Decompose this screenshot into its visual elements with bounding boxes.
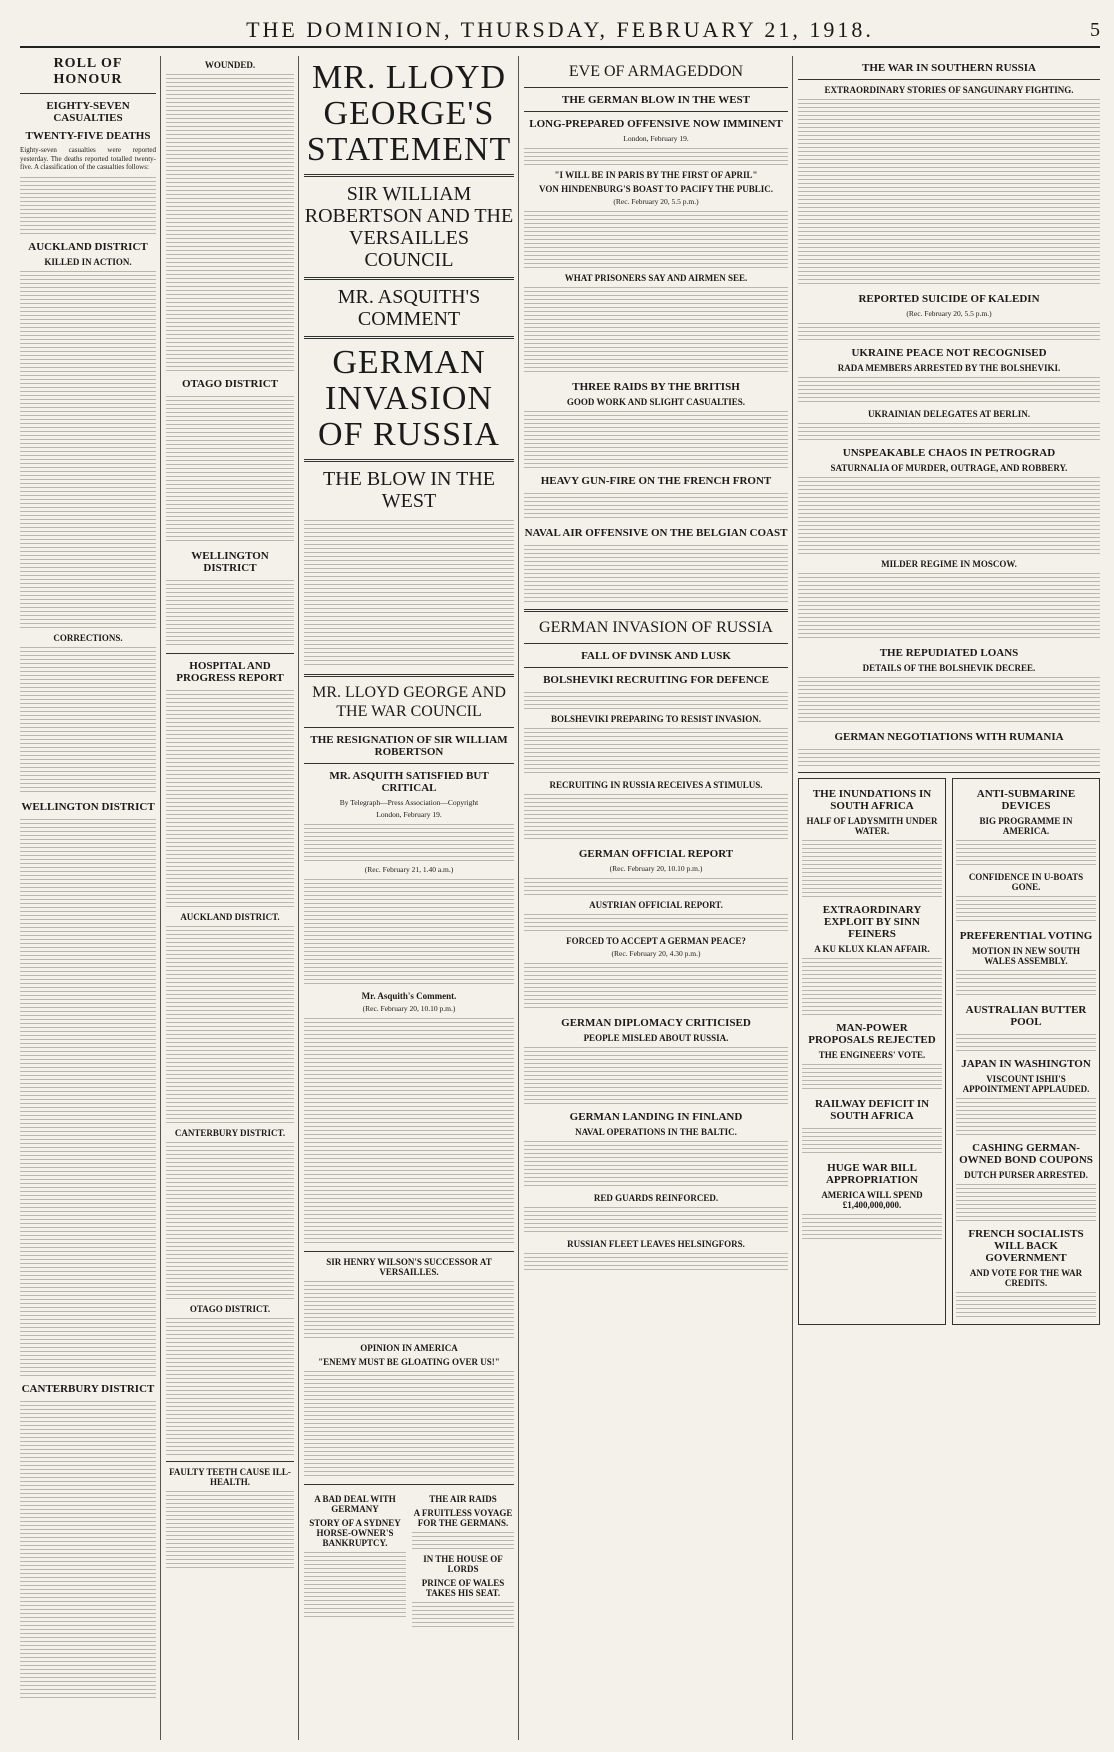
- headline-bad-deal: A BAD DEAL WITH GERMANY: [314, 1494, 396, 1514]
- headline-big-programme: BIG PROGRAMME IN AMERICA.: [979, 816, 1073, 836]
- headline-bolsheviki-recruiting: BOLSHEVIKI RECRUITING FOR DEFENCE: [543, 674, 769, 686]
- box-left: [798, 778, 946, 1325]
- story-air-raids: [412, 1490, 514, 1631]
- col2-wellington: WELLINGTON DISTRICT: [191, 550, 269, 574]
- headline-asquith-satisfied: MR. ASQUITH SATISFIED BUT CRITICAL: [329, 770, 489, 794]
- headline-baltic: NAVAL OPERATIONS IN THE BALTIC.: [575, 1127, 737, 1137]
- asquith-comment: Mr. Asquith's Comment.: [361, 991, 457, 1001]
- headline-paris-april: "I WILL BE IN PARIS BY THE FIRST OF APRIL": [554, 170, 758, 180]
- column-southern-russia: [798, 56, 1100, 1740]
- headline-inundations: THE INUNDATIONS IN SOUTH AFRICA: [812, 788, 932, 812]
- headline-fruitless: A FRUITLESS VOYAGE FOR THE GERMANS.: [413, 1508, 513, 1528]
- column-lloyd-george: [304, 56, 514, 1740]
- headline-ku-klux: A KU KLUX KLAN AFFAIR.: [814, 944, 930, 954]
- roll-sub2: TWENTY-FIVE DEATHS: [25, 130, 151, 142]
- headline-lloyd-george-statement: MR. LLOYD GEORGE'S STATEMENT: [306, 59, 512, 168]
- received-6: (Rec. February 20, 4.30 p.m.): [611, 949, 701, 958]
- headline-butter-pool: AUSTRALIAN BUTTER POOL: [965, 1004, 1087, 1028]
- bottom-stories: [304, 1490, 514, 1631]
- headline-finland: GERMAN LANDING IN FINLAND: [569, 1111, 743, 1123]
- column-casualties: [166, 56, 294, 1740]
- headline-german-invasion-russia: GERMAN INVASION OF RUSSIA: [539, 619, 773, 636]
- headline-prisoners: WHAT PRISONERS SAY AND AIRMEN SEE.: [564, 273, 748, 283]
- headline-naval-air: NAVAL AIR OFFENSIVE ON THE BELGIAN COAST: [524, 527, 788, 539]
- headline-robertson: SIR WILLIAM ROBERTSON AND THE VERSAILLES COUNCIL: [304, 183, 514, 271]
- received-7: (Rec. February 20, 5.5 p.m.): [906, 309, 992, 318]
- headline-french-socialists: FRENCH SOCIALISTS WILL BACK GOVERNMENT: [968, 1228, 1084, 1264]
- headline-dutch-purser: DUTCH PURSER ARRESTED.: [964, 1170, 1088, 1180]
- headline-decree: DETAILS OF THE BOLSHEVIK DECREE.: [862, 663, 1036, 673]
- roll-corrections: CORRECTIONS.: [53, 632, 123, 643]
- col2-otago: OTAGO DISTRICT: [181, 378, 279, 390]
- headline-sinn-feiners: EXTRAORDINARY EXPLOIT BY SINN FEINERS: [822, 904, 922, 940]
- headline-ishii: VISCOUNT ISHII'S APPOINTMENT APPLAUDED.: [962, 1074, 1090, 1094]
- headline-austrian: AUSTRIAN OFFICIAL REPORT.: [589, 900, 723, 910]
- roll-district-canterbury: CANTERBURY DISTRICT: [21, 1382, 155, 1395]
- column-armageddon: [524, 56, 788, 1740]
- headline-resignation: THE RESIGNATION OF SIR WILLIAM ROBERTSON: [310, 734, 508, 758]
- headline-forced: FORCED TO ACCEPT A GERMAN PEACE?: [566, 936, 746, 946]
- received-1: (Rec. February 21, 1.40 a.m.): [364, 865, 454, 874]
- col2-wounded: WOUNDED.: [204, 60, 256, 70]
- bottom-boxes: [798, 778, 1100, 1325]
- col2-auckland: AUCKLAND DISTRICT.: [180, 912, 280, 922]
- story-bad-deal: [304, 1490, 406, 1631]
- headline-horse-owner: STORY OF A SYDNEY HORSE-OWNER'S BANKRUPTCY.: [309, 1518, 401, 1548]
- received-2: (Rec. February 20, 10.10 p.m.): [362, 1004, 456, 1013]
- headline-nsw-motion: MOTION IN NEW SOUTH WALES ASSEMBLY.: [971, 946, 1081, 966]
- headline-japan: JAPAN IN WASHINGTON: [961, 1058, 1091, 1070]
- headline-moscow: MILDER REGIME IN MOSCOW.: [881, 559, 1017, 569]
- col2-otago-district: OTAGO DISTRICT.: [189, 1304, 271, 1314]
- headline-air-raids: THE AIR RAIDS: [429, 1494, 497, 1504]
- roll-intro: Eighty-seven casualties were reported yesterday. The deaths reported totalled twenty-five. A classification of the casualties follows:: [20, 146, 156, 171]
- headline-armageddon: EVE OF ARMAGEDDON: [568, 63, 744, 80]
- col2-teeth-heading: FAULTY TEETH CAUSE ILL-HEALTH.: [169, 1467, 291, 1487]
- headline-german-blow: THE GERMAN BLOW IN THE WEST: [562, 94, 750, 106]
- headline-red-guards: RED GUARDS REINFORCED.: [593, 1193, 719, 1203]
- headline-dvinsk: FALL OF DVINSK AND LUSK: [581, 650, 731, 662]
- headline-three-raids: THREE RAIDS BY THE BRITISH: [572, 381, 740, 393]
- headline-kaledin: REPORTED SUICIDE OF KALEDIN: [858, 293, 1040, 305]
- headline-anti-submarine: ANTI-SUBMARINE DEVICES: [976, 788, 1076, 812]
- headline-war-credits: AND VOTE FOR THE WAR CREDITS.: [969, 1268, 1083, 1288]
- roll-title: ROLL OF HONOUR: [53, 56, 123, 87]
- headline-misled: PEOPLE MISLED ABOUT RUSSIA.: [583, 1033, 729, 1043]
- headline-ukrainian-delegates: UKRAINIAN DELEGATES AT BERLIN.: [867, 409, 1031, 419]
- headline-u-boats: CONFIDENCE IN U-BOATS GONE.: [968, 872, 1084, 892]
- headline-german-report: GERMAN OFFICIAL REPORT: [578, 848, 734, 860]
- dateline-4: London, February 19.: [623, 134, 689, 143]
- headline-gloating: "ENEMY MUST BE GLOATING OVER US!": [318, 1357, 500, 1367]
- headline-diplomacy: GERMAN DIPLOMACY CRITICISED: [561, 1017, 751, 1029]
- column-roll-of-honour: [20, 56, 156, 1740]
- box-right: [952, 778, 1100, 1325]
- roll-killed: KILLED IN ACTION.: [44, 256, 132, 267]
- headline-war-council: MR. LLOYD GEORGE AND THE WAR COUNCIL: [312, 684, 506, 720]
- headline-sanguinary: EXTRAORDINARY STORIES OF SANGUINARY FIGHTING.: [824, 85, 1074, 95]
- roll-district-wellington: WELLINGTON DISTRICT: [21, 800, 155, 813]
- col2-canterbury: CANTERBURY DISTRICT.: [174, 1128, 286, 1138]
- roll-sub1: EIGHTY-SEVEN CASUALTIES: [46, 100, 130, 124]
- headline-hindenburg: VON HINDENBURG'S BOAST TO PACIFY THE PUBLIC.: [539, 184, 773, 194]
- roll-district-auckland: AUCKLAND DISTRICT: [28, 240, 148, 253]
- headline-chaos: UNSPEAKABLE CHAOS IN PETROGRAD: [842, 447, 1056, 459]
- masthead: [20, 14, 1100, 48]
- dateline-1: London, February 19.: [376, 810, 442, 819]
- headline-asquith-comment: MR. ASQUITH'S COMMENT: [337, 286, 481, 330]
- headline-house-of-lords: IN THE HOUSE OF LORDS: [423, 1554, 503, 1574]
- headline-opinion-america: OPINION IN AMERICA: [360, 1343, 458, 1353]
- headline-german-invasion: GERMAN INVASION OF RUSSIA: [318, 344, 500, 453]
- page-number: 5: [1090, 18, 1100, 41]
- received-4: (Rec. February 20, 5.5 p.m.): [613, 197, 699, 206]
- headline-stimulus: RECRUITING IN RUSSIA RECEIVES A STIMULUS.: [549, 780, 763, 790]
- headline-railway-deficit: RAILWAY DEFICIT IN SOUTH AFRICA: [814, 1098, 930, 1122]
- col2-hospital-report: HOSPITAL AND PROGRESS REPORT: [176, 660, 284, 684]
- headline-war-bill: HUGE WAR BILL APPROPRIATION: [825, 1162, 919, 1186]
- headline-rumania: GERMAN NEGOTIATIONS WITH RUMANIA: [834, 731, 1064, 743]
- headline-man-power: MAN-POWER PROPOSALS REJECTED: [808, 1022, 936, 1046]
- headline-america-spend: AMERICA WILL SPEND £1,400,000,000.: [821, 1190, 923, 1210]
- byline: By Telegraph—Press Association—Copyright: [339, 798, 479, 807]
- headline-good-work: GOOD WORK AND SLIGHT CASUALTIES.: [566, 397, 746, 407]
- masthead-title: THE DOMINION, THURSDAY, FEBRUARY 21, 1918.: [246, 17, 874, 42]
- headline-southern-russia: THE WAR IN SOUTHERN RUSSIA: [861, 62, 1036, 74]
- headline-preferential: PREFERENTIAL VOTING: [959, 930, 1093, 942]
- newspaper-page: [20, 56, 1100, 1740]
- headline-engineers: THE ENGINEERS' VOTE.: [818, 1050, 926, 1060]
- headline-prince-wales: PRINCE OF WALES TAKES HIS SEAT.: [421, 1578, 505, 1598]
- headline-wilson-successor: SIR HENRY WILSON'S SUCCESSOR AT VERSAILLES.: [326, 1257, 492, 1277]
- headline-resist: BOLSHEVIKI PREPARING TO RESIST INVASION.: [551, 714, 761, 724]
- headline-ladysmith: HALF OF LADYSMITH UNDER WATER.: [806, 816, 938, 836]
- headline-ukraine-peace: UKRAINE PEACE NOT RECOGNISED: [851, 347, 1047, 359]
- headline-offensive-imminent: LONG-PREPARED OFFENSIVE NOW IMMINENT: [529, 118, 783, 130]
- headline-rada: RADA MEMBERS ARRESTED BY THE BOLSHEVIKI.: [837, 363, 1061, 373]
- headline-bond-coupons: CASHING GERMAN-OWNED BOND COUPONS: [959, 1142, 1093, 1166]
- headline-gun-fire: HEAVY GUN-FIRE ON THE FRENCH FRONT: [540, 475, 772, 487]
- headline-loans: THE REPUDIATED LOANS: [879, 647, 1019, 659]
- headline-russian-fleet: RUSSIAN FLEET LEAVES HELSINGFORS.: [567, 1239, 745, 1249]
- received-5: (Rec. February 20, 10.10 p.m.): [609, 864, 703, 873]
- headline-blow-west: THE BLOW IN THE WEST: [322, 468, 495, 512]
- headline-saturnalia: SATURNALIA OF MURDER, OUTRAGE, AND ROBBERY.: [830, 463, 1068, 473]
